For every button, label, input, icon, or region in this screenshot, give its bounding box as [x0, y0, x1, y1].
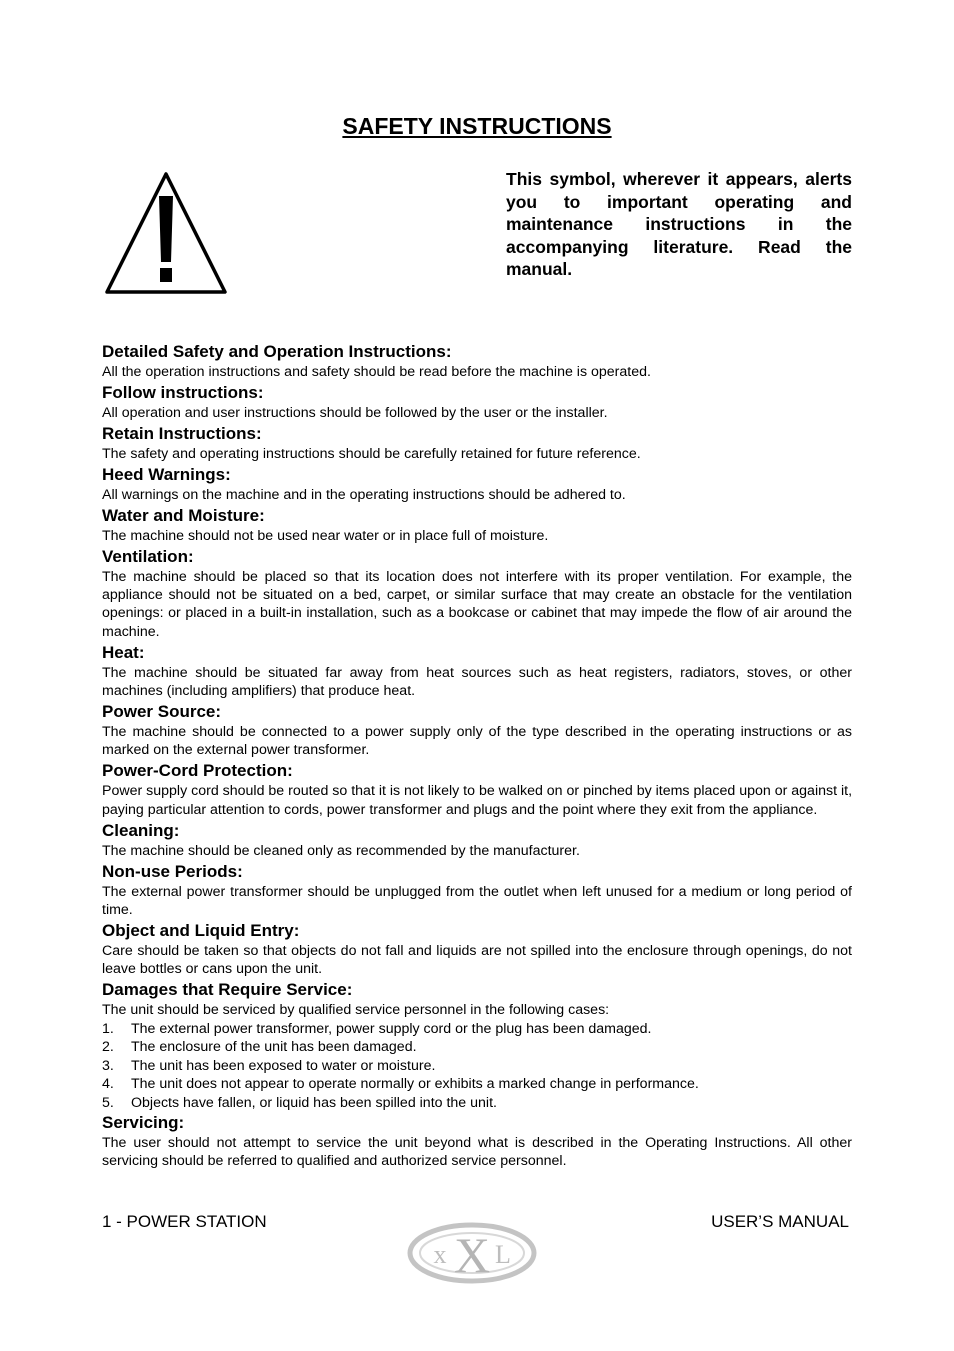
section-body: Power supply cord should be routed so that it is not likely to be walked on or pinched by items placed upon or against it, paying particular attention to cords, power transformer and plugs and the point where they exit from the appliance. — [102, 783, 853, 818]
section-power-cord-protection — [102, 760, 852, 819]
section-heading: Ventilation: — [102, 546, 194, 566]
section-body: All operation and user instructions should be followed by the user or the installer. — [102, 404, 608, 421]
section-damages-require-service — [102, 979, 852, 1112]
list-text: The enclosure of the unit has been damaged. — [131, 1039, 417, 1056]
section-heading: Water and Moisture: — [102, 505, 265, 525]
list-item — [102, 1057, 852, 1075]
list-text: The unit does not appear to operate normally or exhibits a marked change in performance. — [131, 1076, 699, 1093]
section-heed-warnings — [102, 464, 852, 504]
section-power-source — [102, 701, 852, 760]
list-number: 4. — [102, 1076, 114, 1093]
section-heading: Detailed Safety and Operation Instructions: — [102, 342, 452, 361]
list-item — [102, 1094, 852, 1112]
list-item — [102, 1038, 852, 1056]
safety-sections — [102, 341, 852, 1171]
list-text: Objects have fallen, or liquid has been spilled into the unit. — [131, 1094, 497, 1111]
section-retain-instructions — [102, 423, 852, 463]
section-water-moisture — [102, 505, 852, 545]
section-body: The user should not attempt to service the unit beyond what is described in the Operating Instructions. All other servicing should be referred to qualified and authorized service personnel. — [102, 1135, 852, 1170]
section-heading: Heat: — [102, 642, 145, 662]
section-heading: Power Source: — [102, 701, 222, 721]
section-body: The external power transformer should be unplugged from the outlet when left unused for a medium or long period of time. — [102, 883, 852, 918]
section-follow-instructions — [102, 382, 852, 422]
footer-manual-label: USER’S MANUAL — [711, 1212, 849, 1231]
section-detailed-safety — [102, 341, 852, 381]
svg-text:X: X — [453, 1227, 491, 1283]
page-title: SAFETY INSTRUCTIONS — [342, 113, 612, 139]
section-body: The machine should be situated far away from heat sources such as heat registers, radiators, stoves, or other machines (including amplifiers) that produce heat. — [102, 664, 852, 700]
list-number: 5. — [102, 1094, 114, 1111]
section-ventilation — [102, 546, 852, 642]
section-body: The machine should be cleaned only as recommended by the manufacturer. — [102, 842, 580, 859]
footer-product-name: 1 - POWER STATION — [102, 1212, 267, 1231]
section-heading: Power-Cord Protection: — [102, 761, 293, 781]
list-number: 3. — [102, 1057, 114, 1074]
section-body: The unit should be serviced by qualified service personnel in the following cases: — [102, 1002, 610, 1019]
section-heading: Heed Warnings: — [102, 464, 231, 484]
xxl-logo — [406, 1222, 538, 1284]
list-text: The external power transformer, power supply cord or the plug has been damaged. — [131, 1021, 652, 1038]
list-item — [102, 1020, 852, 1038]
section-heading: Retain Instructions: — [102, 423, 262, 443]
section-body: All the operation instructions and safety should be read before the machine is operated. — [102, 364, 651, 380]
list-item — [102, 1075, 852, 1093]
section-servicing — [102, 1112, 852, 1171]
section-body: The machine should be placed so that its location does not interfere with its proper ventilation. For example, the appliance should not be situated on a bed, carpet, or similar surface that may create an obstacle for the ventilation openings: or placed in a built-in installation, such as a bookcase or cabinet that may impede the flow of air around the machine. — [102, 568, 852, 640]
service-cases-list — [102, 1020, 852, 1112]
section-heading: Follow instructions: — [102, 382, 264, 402]
section-heading: Non-use Periods: — [102, 861, 243, 881]
section-body: Care should be taken so that objects do not fall and liquids are not spilled into the enclosure through openings, do not leave bottles or cans upon the unit. — [102, 942, 852, 978]
list-number: 1. — [102, 1021, 114, 1038]
section-cleaning — [102, 820, 852, 860]
svg-text:L: L — [495, 1240, 511, 1269]
exclamation-triangle-icon — [104, 170, 228, 296]
section-body: The machine should be connected to a power supply only of the type described in the operating instructions or as marked on the external power transformer. — [102, 723, 852, 759]
section-object-liquid-entry — [102, 920, 852, 979]
list-number: 2. — [102, 1039, 114, 1056]
symbol-description: This symbol, wherever it appears, alerts you to important operating and maintenance instructions in the accompanying literature. Read the manual. — [506, 169, 852, 279]
section-heading: Object and Liquid Entry: — [102, 920, 300, 940]
section-heat — [102, 642, 852, 701]
section-non-use-periods — [102, 861, 852, 920]
section-body: All warnings on the machine and in the operating instructions should be adhered to. — [102, 486, 626, 503]
section-heading: Servicing: — [102, 1113, 185, 1133]
section-body: The safety and operating instructions should be carefully retained for future reference. — [102, 445, 641, 462]
svg-text:x: x — [433, 1240, 447, 1269]
section-body: The machine should not be used near water or in place full of moisture. — [102, 527, 549, 544]
section-heading: Damages that Require Service: — [102, 980, 353, 1000]
section-heading: Cleaning: — [102, 820, 180, 840]
list-text: The unit has been exposed to water or moisture. — [131, 1057, 436, 1074]
